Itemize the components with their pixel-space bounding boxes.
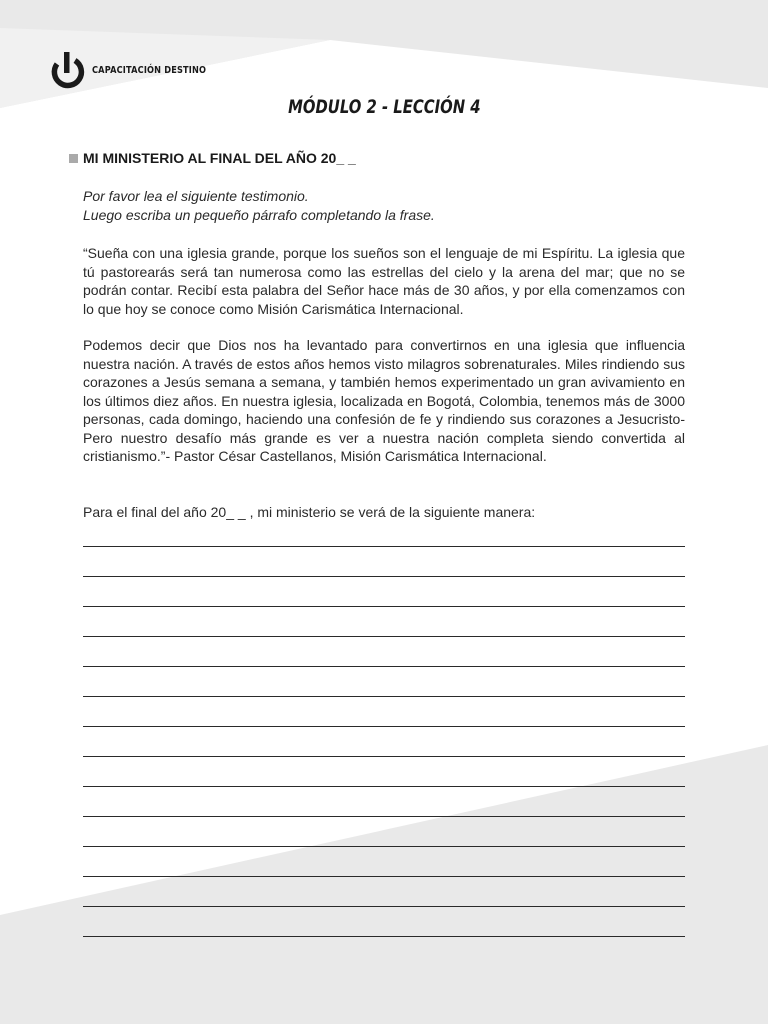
writing-line[interactable] [83, 756, 685, 757]
page-title-text: MÓDULO 2 - LECCIÓN 4 [287, 96, 481, 118]
writing-line[interactable] [83, 636, 685, 637]
instructions [83, 187, 685, 225]
section-heading-text: MI MINISTERIO AL FINAL DEL AÑO 20_ _ [83, 150, 356, 166]
writing-line[interactable] [83, 576, 685, 577]
writing-line[interactable] [83, 546, 685, 547]
writing-line[interactable] [83, 816, 685, 817]
capacitacion-destino-logo-icon [48, 50, 86, 90]
testimony-paragraph-2: Podemos decir que Dios nos ha levantado para convertirnos en una iglesia que influencia nuestra nación. A través de estos años hemos visto milagros sobrenaturales. Miles rindiendo sus corazones a Jesús semana a semana, y también hemos experimentado un gran avivamiento en los últimos diez años. En nuestra iglesia, localizada en Bogotá, Colombia, tenemos más de 3000 personas, cada domingo, haciendo una confesión de fe y rindiendo sus corazones a Jesucristo- Pero nuestro desafío más grande es ver a nuestra nación completa siendo convertida al cristianismo.”- Pastor César Castellanos, Misión Carismática Internacional. [83, 337, 685, 464]
completion-prompt: Para el final del año 20_ _ , mi ministerio se verá de la siguiente manera: [83, 504, 536, 520]
writing-area[interactable] [83, 546, 685, 946]
writing-line[interactable] [83, 606, 685, 607]
page-title [0, 96, 768, 118]
writing-line[interactable] [83, 696, 685, 697]
writing-line[interactable] [83, 876, 685, 877]
writing-line[interactable] [83, 846, 685, 847]
brand-logo [48, 50, 231, 90]
writing-line[interactable] [83, 906, 685, 907]
section-heading [69, 150, 356, 166]
writing-line[interactable] [83, 786, 685, 787]
writing-line[interactable] [83, 936, 685, 937]
instruction-line-1: Por favor lea el siguiente testimonio. [83, 188, 309, 204]
testimony-paragraph-1: “Sueña con una iglesia grande, porque los sueños son el lenguaje de mi Espíritu. La iglesia que tú pastorearás será tan numerosa como las estrellas del cielo y la arena del mar; que no se podrán contar. Recibí esta palabra del Señor hace más de 30 años, y por ella comenzamos con lo que hoy se conoce como Misión Carismática Internacional. [83, 245, 685, 317]
brand-name: CAPACITACIÓN DESTINO [92, 64, 207, 76]
writing-line[interactable] [83, 726, 685, 727]
writing-line[interactable] [83, 666, 685, 667]
instruction-line-2: Luego escriba un pequeño párrafo completando la frase. [83, 207, 435, 223]
square-bullet-icon [69, 154, 78, 163]
